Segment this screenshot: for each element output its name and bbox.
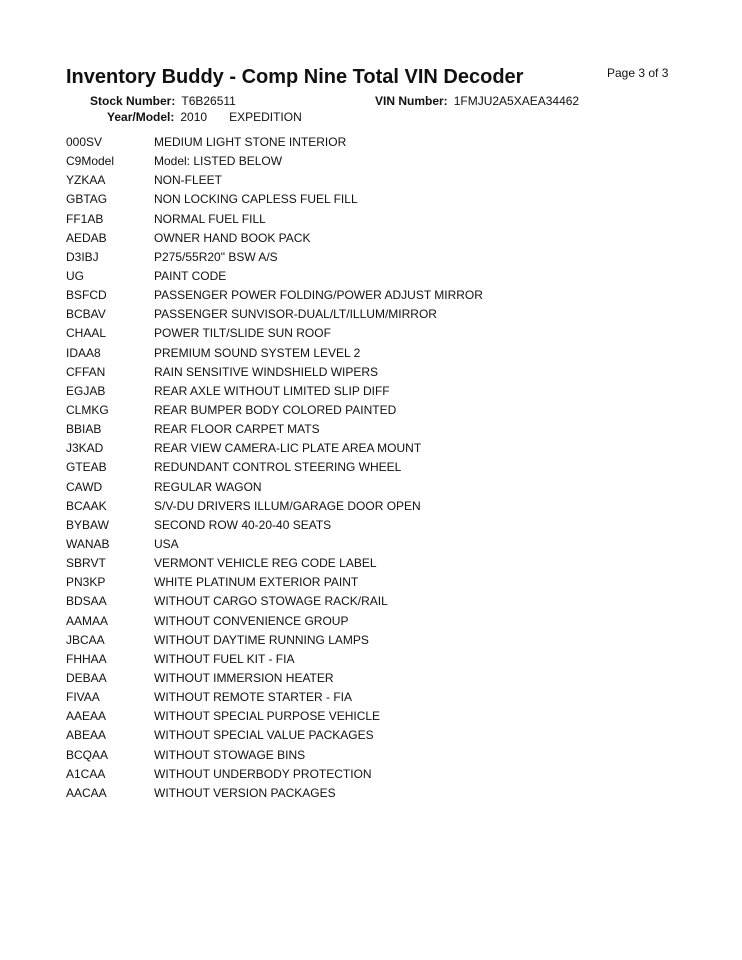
option-description: WITHOUT UNDERBODY PROTECTION [154,766,372,781]
option-description: S/V-DU DRIVERS ILLUM/GARAGE DOOR OPEN [154,498,421,513]
option-code: SBRVT [66,556,106,571]
option-description: POWER TILT/SLIDE SUN ROOF [154,326,331,341]
option-description: REAR VIEW CAMERA-LIC PLATE AREA MOUNT [154,441,422,456]
option-description: NORMAL FUEL FILL [154,211,266,226]
option-code: CFFAN [66,364,106,379]
option-code: BDSAA [66,594,107,609]
option-description: REAR BUMPER BODY COLORED PAINTED [154,402,397,417]
option-code: BYBAW [66,517,109,532]
option-code: AAEAA [66,709,107,724]
option-code: C9Model [66,154,115,169]
option-code: A1CAA [66,766,106,781]
option-code: BCAAK [66,498,107,513]
option-code: JBCAA [66,632,105,647]
option-code: CHAAL [66,326,107,341]
option-description: NON-FLEET [154,173,223,188]
option-code: WANAB [66,536,110,551]
option-description: WITHOUT STOWAGE BINS [154,747,306,762]
option-code: AAMAA [66,613,109,628]
option-description: PREMIUM SOUND SYSTEM LEVEL 2 [154,345,361,360]
option-description: WITHOUT FUEL KIT - FIA [154,651,295,666]
year-value: 2010 [180,110,208,124]
stock-number-label: Stock Number: [90,94,176,108]
option-code: UG [66,268,84,283]
option-code: CAWD [66,479,103,494]
option-description: RAIN SENSITIVE WINDSHIELD WIPERS [154,364,379,379]
model-value: EXPEDITION [229,110,302,124]
option-code: YZKAA [66,173,106,188]
option-code: FF1AB [66,211,104,226]
option-description: PAINT CODE [154,268,227,283]
option-description: MEDIUM LIGHT STONE INTERIOR [154,135,347,149]
option-description: REAR AXLE WITHOUT LIMITED SLIP DIFF [154,383,390,398]
option-description: WITHOUT SPECIAL VALUE PACKAGES [154,728,374,743]
option-description: VERMONT VEHICLE REG CODE LABEL [154,556,377,571]
option-code: ABEAA [66,728,107,743]
option-description: WITHOUT CONVENIENCE GROUP [154,613,349,628]
option-description: REAR FLOOR CARPET MATS [154,422,320,437]
option-description: WITHOUT SPECIAL PURPOSE VEHICLE [154,709,381,724]
stock-number-line [90,94,236,108]
option-description: WITHOUT REMOTE STARTER - FIA [154,690,352,705]
year-model-line [107,110,302,124]
vin-number-value: 1FMJU2A5XAEA34462 [453,94,580,108]
option-description: WHITE PLATINUM EXTERIOR PAINT [154,575,359,590]
year-model-label: Year/Model: [107,110,175,124]
vin-number-line [375,94,579,108]
option-code: BBIAB [66,422,102,437]
option-description: USA [154,536,179,551]
option-description: P275/55R20" BSW A/S [154,249,278,264]
option-code: IDAA8 [66,345,101,360]
option-code: AEDAB [66,230,107,245]
option-code: D3IBJ [66,249,99,264]
option-description: Model: LISTED BELOW [154,154,283,169]
option-code: CLMKG [66,402,109,417]
option-description: WITHOUT VERSION PACKAGES [154,785,336,800]
option-code: DEBAA [66,670,107,685]
option-code: BCQAA [66,747,109,762]
option-description: SECOND ROW 40-20-40 SEATS [154,517,332,532]
option-description: OWNER HAND BOOK PACK [154,230,311,245]
option-code: FHHAA [66,651,107,666]
option-description: WITHOUT CARGO STOWAGE RACK/RAIL [154,594,388,609]
option-code: GBTAG [66,192,108,207]
option-code: PN3KP [66,575,106,590]
option-description: REGULAR WAGON [154,479,262,494]
page-title: Inventory Buddy - Comp Nine Total VIN Decoder [66,66,524,88]
option-description: REDUNDANT CONTROL STEERING WHEEL [154,460,402,475]
option-code: J3KAD [66,441,104,456]
option-description: NON LOCKING CAPLESS FUEL FILL [154,192,358,207]
vin-number-label: VIN Number: [375,94,448,108]
option-description: PASSENGER SUNVISOR-DUAL/LT/ILLUM/MIRROR [154,307,437,322]
option-code: FIVAA [66,690,100,705]
option-description: WITHOUT DAYTIME RUNNING LAMPS [154,632,369,647]
option-code: 000SV [66,135,103,149]
page-number: Page 3 of 3 [607,66,669,80]
option-description: PASSENGER POWER FOLDING/POWER ADJUST MIRROR [154,288,483,303]
option-code: GTEAB [66,460,107,475]
option-description: WITHOUT IMMERSION HEATER [154,670,334,685]
option-code: BCBAV [66,307,106,322]
option-code: BSFCD [66,288,107,303]
option-code: EGJAB [66,383,106,398]
stock-number-value: T6B26511 [181,94,236,108]
option-code: AACAA [66,785,107,800]
